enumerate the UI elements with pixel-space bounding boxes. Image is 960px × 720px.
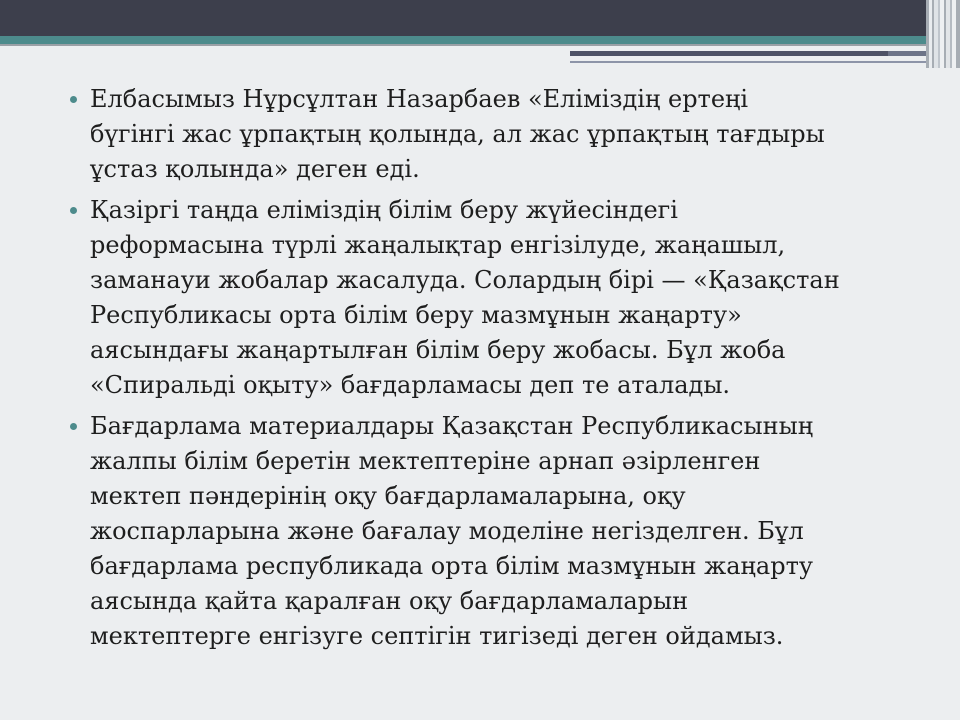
bullet-text: Елбасымыз Нұрсұлтан Назарбаев «Еліміздің ертеңі бүгінгі жас ұрпақтың қолында, ал жас ұрпақтың тағдыры ұстаз қолында» деген еді. xyxy=(90,85,825,183)
header-teal-band xyxy=(0,36,960,44)
bullet-item xyxy=(66,193,916,403)
bullet-dot-icon xyxy=(70,423,77,430)
header-accent-bar xyxy=(570,51,888,56)
bullet-item xyxy=(66,409,916,654)
header-accent-thin-line xyxy=(570,61,942,63)
bullet-dot-icon xyxy=(70,207,77,214)
bullet-item xyxy=(66,82,916,187)
bullet-list xyxy=(66,82,916,660)
header-grey-line xyxy=(0,44,960,46)
bullet-dot-icon xyxy=(70,96,77,103)
header-right-stripes xyxy=(926,0,960,68)
bullet-text: Қазіргі таңда еліміздің білім беру жүйесіндегі реформасына түрлі жаңалықтар енгізілуде, жаңашыл, заманауи жобалар жасалуда. Солардың бірі — «Қазақстан Республикасы орта білім беру мазмұнын жаңарту» аясындағы жаңартылған білім беру жобасы. Бұл жоба «Спиральді оқыту» бағдарламасы деп те аталады. xyxy=(90,196,840,399)
bullet-text: Бағдарлама материалдары Қазақстан Республикасының жалпы білім беретін мектептеріне арнап әзірленген мектеп пәндерінің оқу бағдарламаларына, оқу жоспарларына және бағалау моделіне негізделген. Бұл бағдарлама республикада орта білім мазмұнын жаңарту аясында қайта қаралған оқу бағдарламаларын мектептерге енгізуге септігін тигізеді деген ойдамыз. xyxy=(90,412,814,650)
header-dark-band xyxy=(0,0,960,36)
